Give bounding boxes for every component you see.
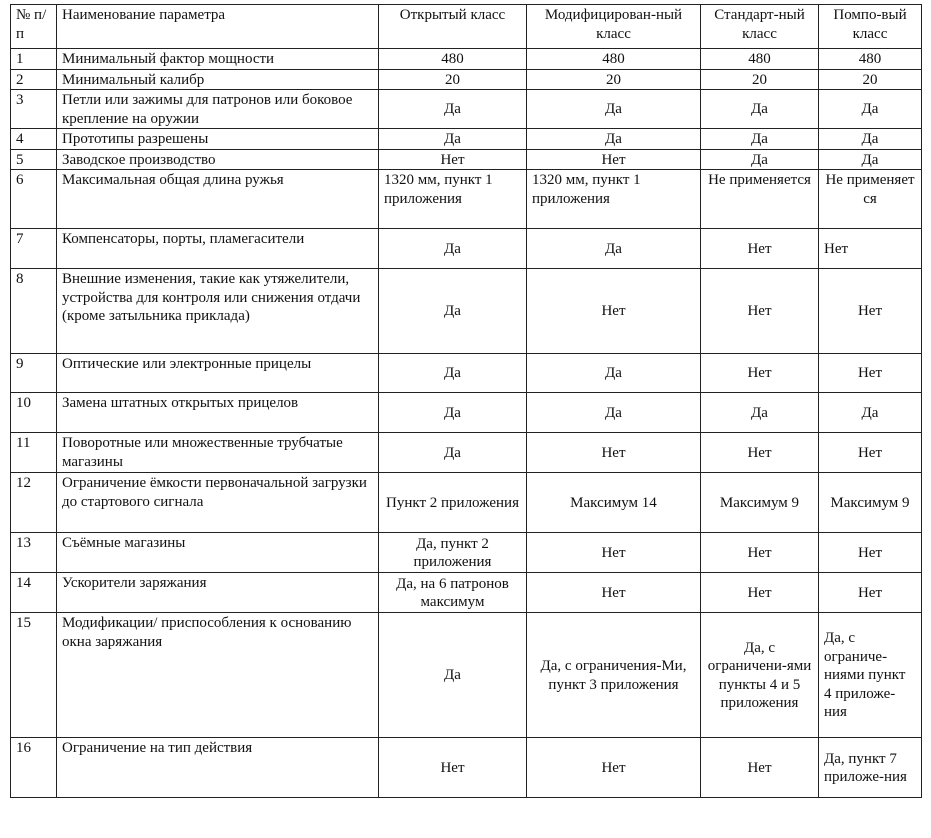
- cell-standard: Нет: [701, 573, 819, 613]
- table-row: [11, 49, 922, 70]
- cell-standard: Максимум 9: [701, 473, 819, 533]
- row-num: 4: [11, 129, 57, 150]
- table-row: [11, 573, 922, 613]
- row-num: 12: [11, 473, 57, 533]
- cell-open: 480: [379, 49, 527, 70]
- row-param: Заводское производство: [57, 149, 379, 170]
- row-param: Модификации/ приспособления к основанию окна заряжания: [57, 613, 379, 738]
- cell-standard: 20: [701, 69, 819, 90]
- cell-pump: Нет: [819, 533, 922, 573]
- row-param: Ограничение ёмкости первоначальной загрузки до стартового сигнала: [57, 473, 379, 533]
- row-num: 2: [11, 69, 57, 90]
- cell-open: Да: [379, 433, 527, 473]
- cell-pump: Нет: [819, 354, 922, 393]
- cell-pump: Нет: [819, 433, 922, 473]
- cell-open: Нет: [379, 738, 527, 798]
- cell-modified: Максимум 14: [527, 473, 701, 533]
- table-row: [11, 613, 922, 738]
- table-row: [11, 738, 922, 798]
- cell-standard: Нет: [701, 533, 819, 573]
- row-param: Компенсаторы, порты, пламегасители: [57, 229, 379, 269]
- cell-pump: Нет: [819, 229, 922, 269]
- cell-standard: Нет: [701, 433, 819, 473]
- cell-modified: Нет: [527, 573, 701, 613]
- cell-pump: Максимум 9: [819, 473, 922, 533]
- row-param: Петли или зажимы для патронов или боковое крепление на оружии: [57, 90, 379, 129]
- cell-open: Да: [379, 269, 527, 354]
- document-page: [10, 4, 922, 798]
- cell-open: Да: [379, 393, 527, 433]
- header-standard: Стандарт-ный класс: [701, 5, 819, 49]
- header-modified: Модифицирован-ный класс: [527, 5, 701, 49]
- row-num: 8: [11, 269, 57, 354]
- cell-standard: Нет: [701, 269, 819, 354]
- header-open: Открытый класс: [379, 5, 527, 49]
- table-row: [11, 354, 922, 393]
- row-param: Замена штатных открытых прицелов: [57, 393, 379, 433]
- cell-open: Да: [379, 129, 527, 150]
- row-param: Оптические или электронные прицелы: [57, 354, 379, 393]
- row-param: Ограничение на тип действия: [57, 738, 379, 798]
- row-param: Внешние изменения, такие как утяжелители, устройства для контроля или снижения отдачи (кроме затыльника приклада): [57, 269, 379, 354]
- header-pump: Помпо-вый класс: [819, 5, 922, 49]
- cell-modified: 1320 мм, пункт 1 приложения: [527, 170, 701, 229]
- cell-modified: Да: [527, 354, 701, 393]
- cell-pump: Да: [819, 149, 922, 170]
- cell-open: 1320 мм, пункт 1 приложения: [379, 170, 527, 229]
- row-param: Ускорители заряжания: [57, 573, 379, 613]
- row-num: 15: [11, 613, 57, 738]
- table-row: [11, 433, 922, 473]
- cell-pump: Нет: [819, 269, 922, 354]
- cell-pump: Да: [819, 129, 922, 150]
- cell-open: Да: [379, 90, 527, 129]
- row-num: 10: [11, 393, 57, 433]
- row-param: Съёмные магазины: [57, 533, 379, 573]
- cell-modified: Нет: [527, 738, 701, 798]
- cell-pump: Да: [819, 393, 922, 433]
- cell-standard: Да, с ограничени-ями пункты 4 и 5 приложения: [701, 613, 819, 738]
- cell-standard: Нет: [701, 229, 819, 269]
- row-param: Поворотные или множественные трубчатые магазины: [57, 433, 379, 473]
- row-num: 6: [11, 170, 57, 229]
- cell-standard: Да: [701, 149, 819, 170]
- row-num: 13: [11, 533, 57, 573]
- cell-modified: Да: [527, 90, 701, 129]
- row-num: 14: [11, 573, 57, 613]
- table-row: [11, 149, 922, 170]
- table-row: [11, 533, 922, 573]
- row-num: 5: [11, 149, 57, 170]
- cell-pump: Да, с ограниче-ниями пункт 4 приложе-ния: [819, 613, 922, 738]
- table-header-row: [11, 5, 922, 49]
- cell-standard: 480: [701, 49, 819, 70]
- table-row: [11, 129, 922, 150]
- cell-standard: Да: [701, 129, 819, 150]
- cell-standard: Да: [701, 393, 819, 433]
- cell-open: Да: [379, 613, 527, 738]
- cell-pump: Не применяет ся: [819, 170, 922, 229]
- table-row: [11, 393, 922, 433]
- cell-standard: Не применяется: [701, 170, 819, 229]
- cell-open: Пункт 2 приложения: [379, 473, 527, 533]
- cell-standard: Да: [701, 90, 819, 129]
- row-param: Максимальная общая длина ружья: [57, 170, 379, 229]
- cell-modified: 20: [527, 69, 701, 90]
- cell-modified: Да: [527, 393, 701, 433]
- table-row: [11, 69, 922, 90]
- cell-pump: 20: [819, 69, 922, 90]
- row-num: 1: [11, 49, 57, 70]
- cell-pump: Нет: [819, 573, 922, 613]
- cell-modified: Нет: [527, 149, 701, 170]
- row-num: 11: [11, 433, 57, 473]
- cell-modified: Нет: [527, 269, 701, 354]
- cell-open: Да: [379, 354, 527, 393]
- shotgun-classes-table: [10, 4, 922, 798]
- table-row: [11, 170, 922, 229]
- row-param: Прототипы разрешены: [57, 129, 379, 150]
- row-num: 16: [11, 738, 57, 798]
- cell-standard: Нет: [701, 354, 819, 393]
- cell-open: Да, на 6 патронов максимум: [379, 573, 527, 613]
- row-num: 3: [11, 90, 57, 129]
- cell-modified: 480: [527, 49, 701, 70]
- cell-open: Нет: [379, 149, 527, 170]
- row-num: 7: [11, 229, 57, 269]
- row-num: 9: [11, 354, 57, 393]
- cell-open: 20: [379, 69, 527, 90]
- cell-open: Да, пункт 2 приложения: [379, 533, 527, 573]
- cell-open: Да: [379, 229, 527, 269]
- cell-modified: Да, с ограничения-Ми, пункт 3 приложения: [527, 613, 701, 738]
- table-row: [11, 269, 922, 354]
- row-param: Минимальный фактор мощности: [57, 49, 379, 70]
- cell-modified: Нет: [527, 533, 701, 573]
- cell-pump: 480: [819, 49, 922, 70]
- cell-modified: Да: [527, 129, 701, 150]
- header-num: № п/п: [11, 5, 57, 49]
- cell-pump: Да: [819, 90, 922, 129]
- cell-modified: Да: [527, 229, 701, 269]
- header-param: Наименование параметра: [57, 5, 379, 49]
- cell-pump: Да, пункт 7 приложе-ния: [819, 738, 922, 798]
- table-row: [11, 90, 922, 129]
- row-param: Минимальный калибр: [57, 69, 379, 90]
- table-row: [11, 229, 922, 269]
- cell-standard: Нет: [701, 738, 819, 798]
- table-row: [11, 473, 922, 533]
- cell-modified: Нет: [527, 433, 701, 473]
